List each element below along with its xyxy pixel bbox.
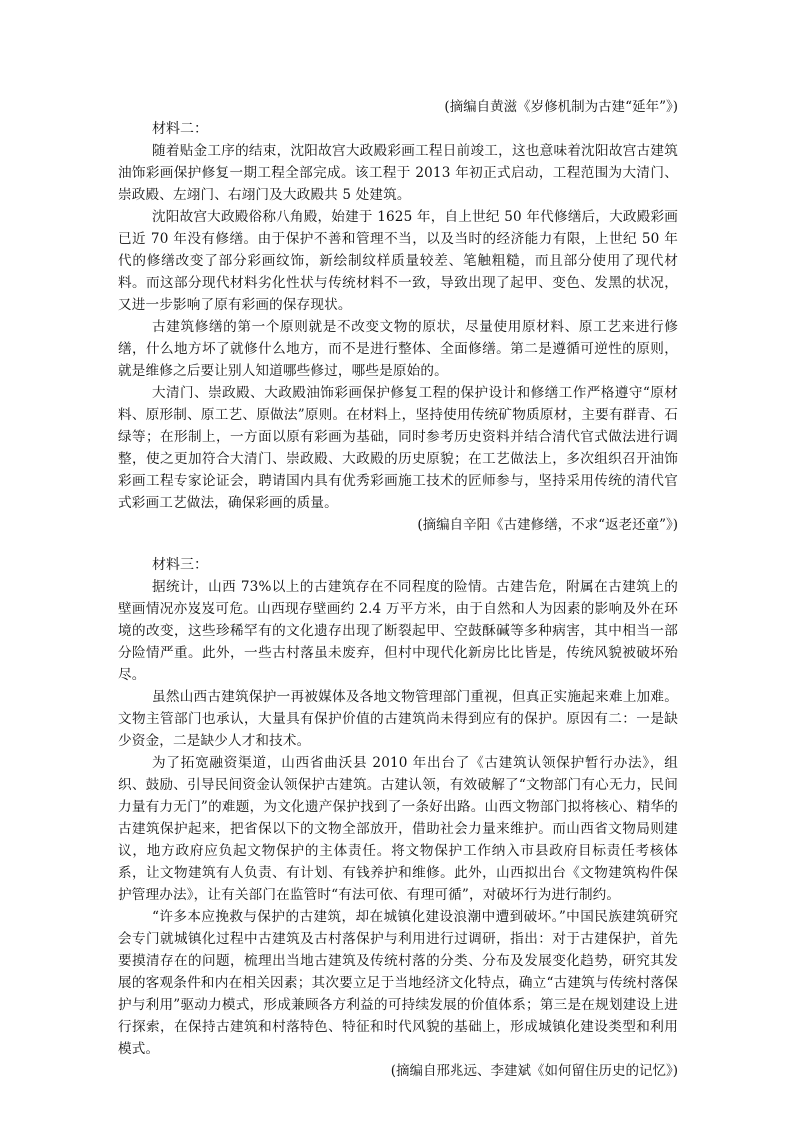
material2-heading: 材料二： [152, 121, 208, 137]
material2-paragraph-2: 沈阳故宫大政殿俗称八角殿，始建于 1625 年，自上世纪 50 年代修缮后，大政殿彩画已近 70 年没有修缮。由于保护不善和管理不当，以及当时的经济能力有限，上世纪 50 年代的修缮改变了部分彩画纹饰，新绘制纹样质量较差、笔触粗糙，而且部分使用了现代材料。而这部分现代材料劣化性状与传统材料不一致，导致出现了起甲、变色、发黑的状况，又进一步影响了原有彩画的保存现状。 [118, 209, 678, 313]
material3-source: (摘编自邢兆远、李建斌《如何留住历史的记忆》) [390, 1063, 678, 1079]
material3-paragraph-4: “许多本应挽救与保护的古建筑，却在城镇化建设浪潮中遭到破坏。”中国民族建筑研究会专门就城镇化过程中古建筑及古村落保护与利用进行过调研，指出：对于古建保护，首先要摸清存在的问题，梳理出当地古建筑及传统村落的分类、分布及发展变化趋势，研究其发展的客观条件和内在相关因素；其次要立足于当地经济文化特点，确立“古建筑与传统村落保护与利用”驱动力模式，形成兼顾各方利益的可持续发展的价值体系；第三是在规划建设上进行探索，在保持古建筑和村落特色、特征和时代风貌的基础上，形成城镇化建设类型和利用模式。 [118, 909, 678, 1057]
material2-paragraph-1: 随着贴金工序的结束，沈阳故宫大政殿彩画工程日前竣工，这也意味着沈阳故宫古建筑油饰彩画保护修复一期工程全部完成。该工程于 2013 年初正式启动，工程范围为大清门、崇政殿、左翊门、右翊门及大政殿共 5 处建筑。 [118, 143, 678, 203]
material3-paragraph-2: 虽然山西古建筑保护一再被媒体及各地文物管理部门重视，但真正实施起来难上加难。文物主管部门也承认，大量具有保护价值的古建筑尚未得到应有的保护。原因有二：一是缺少资金，二是缺少人才和技术。 [118, 689, 678, 749]
material3-paragraph-1: 据统计，山西 73%以上的古建筑存在不同程度的险情。古建告危，附属在古建筑上的壁画情况亦岌岌可危。山西现存壁画约 2.4 万平方米，由于自然和人为因素的影响及外在环境的改变，这些珍稀罕有的文化遗存出现了断裂起甲、空鼓酥碱等多种病害，其中相当一部分险情严重。此外，一些古村落虽未废弃，但村中现代化新房比比皆是，传统风貌被破坏殆尽。 [118, 579, 678, 683]
material2-paragraph-3: 古建筑修缮的第一个原则就是不改变文物的原状，尽量使用原材料、原工艺来进行修缮，什么地方坏了就修什么地方，而不是进行整体、全面修缮。第二是遵循可逆性的原则，就是维修之后要让别人知道哪些修过，哪些是原始的。 [118, 319, 678, 379]
material2-paragraph-4: 大清门、崇政殿、大政殿油饰彩画保护修复工程的保护设计和修缮工作严格遵守“原材料、原形制、原工艺、原做法”原则。在材料上，坚持使用传统矿物质原材，主要有群青、石绿等；在形制上，一方面以原有彩画为基础，同时参考历史资料并结合清代官式做法进行调整，使之更加符合大清门、崇政殿、大政殿的历史原貌；在工艺做法上，多次组织召开油饰彩画工程专家论证会，聘请国内具有优秀彩画施工技术的匠师参与，坚持采用传统的清代官式彩画工艺做法，确保彩画的质量。 [118, 385, 678, 511]
section-spacer [118, 536, 678, 554]
material2-section [118, 118, 678, 536]
material3-heading: 材料三： [152, 557, 208, 573]
document-page [118, 96, 678, 1082]
material2-source: (摘编自辛阳《古建修缮，不求“返老还童”》) [417, 517, 678, 533]
material3-section [118, 554, 678, 1082]
material1-source: (摘编自黄滋《岁修机制为古建“延年”》) [444, 99, 678, 115]
material3-paragraph-3: 为了拓宽融资渠道，山西省曲沃县 2010 年出台了《古建筑认领保护暂行办法》，组织、鼓励、引导民间资金认领保护古建筑。古建认领，有效破解了“文物部门有心无力，民间力量有力无门”的难题，为文化遗产保护找到了一条好出路。山西文物部门拟将核心、精华的古建筑保护起来，把省保以下的文物全部放开，借助社会力量来维护。而山西省文物局则建议，地方政府应负起文物保护的主体责任。将文物保护工作纳入市县政府目标责任考核体系，让文物建筑有人负责、有计划、有钱养护和维修。此外，山西拟出台《文物建筑构件保护管理办法》，让有关部门在监管时“有法可依、有理可循”，对破坏行为进行制约。 [118, 755, 678, 903]
